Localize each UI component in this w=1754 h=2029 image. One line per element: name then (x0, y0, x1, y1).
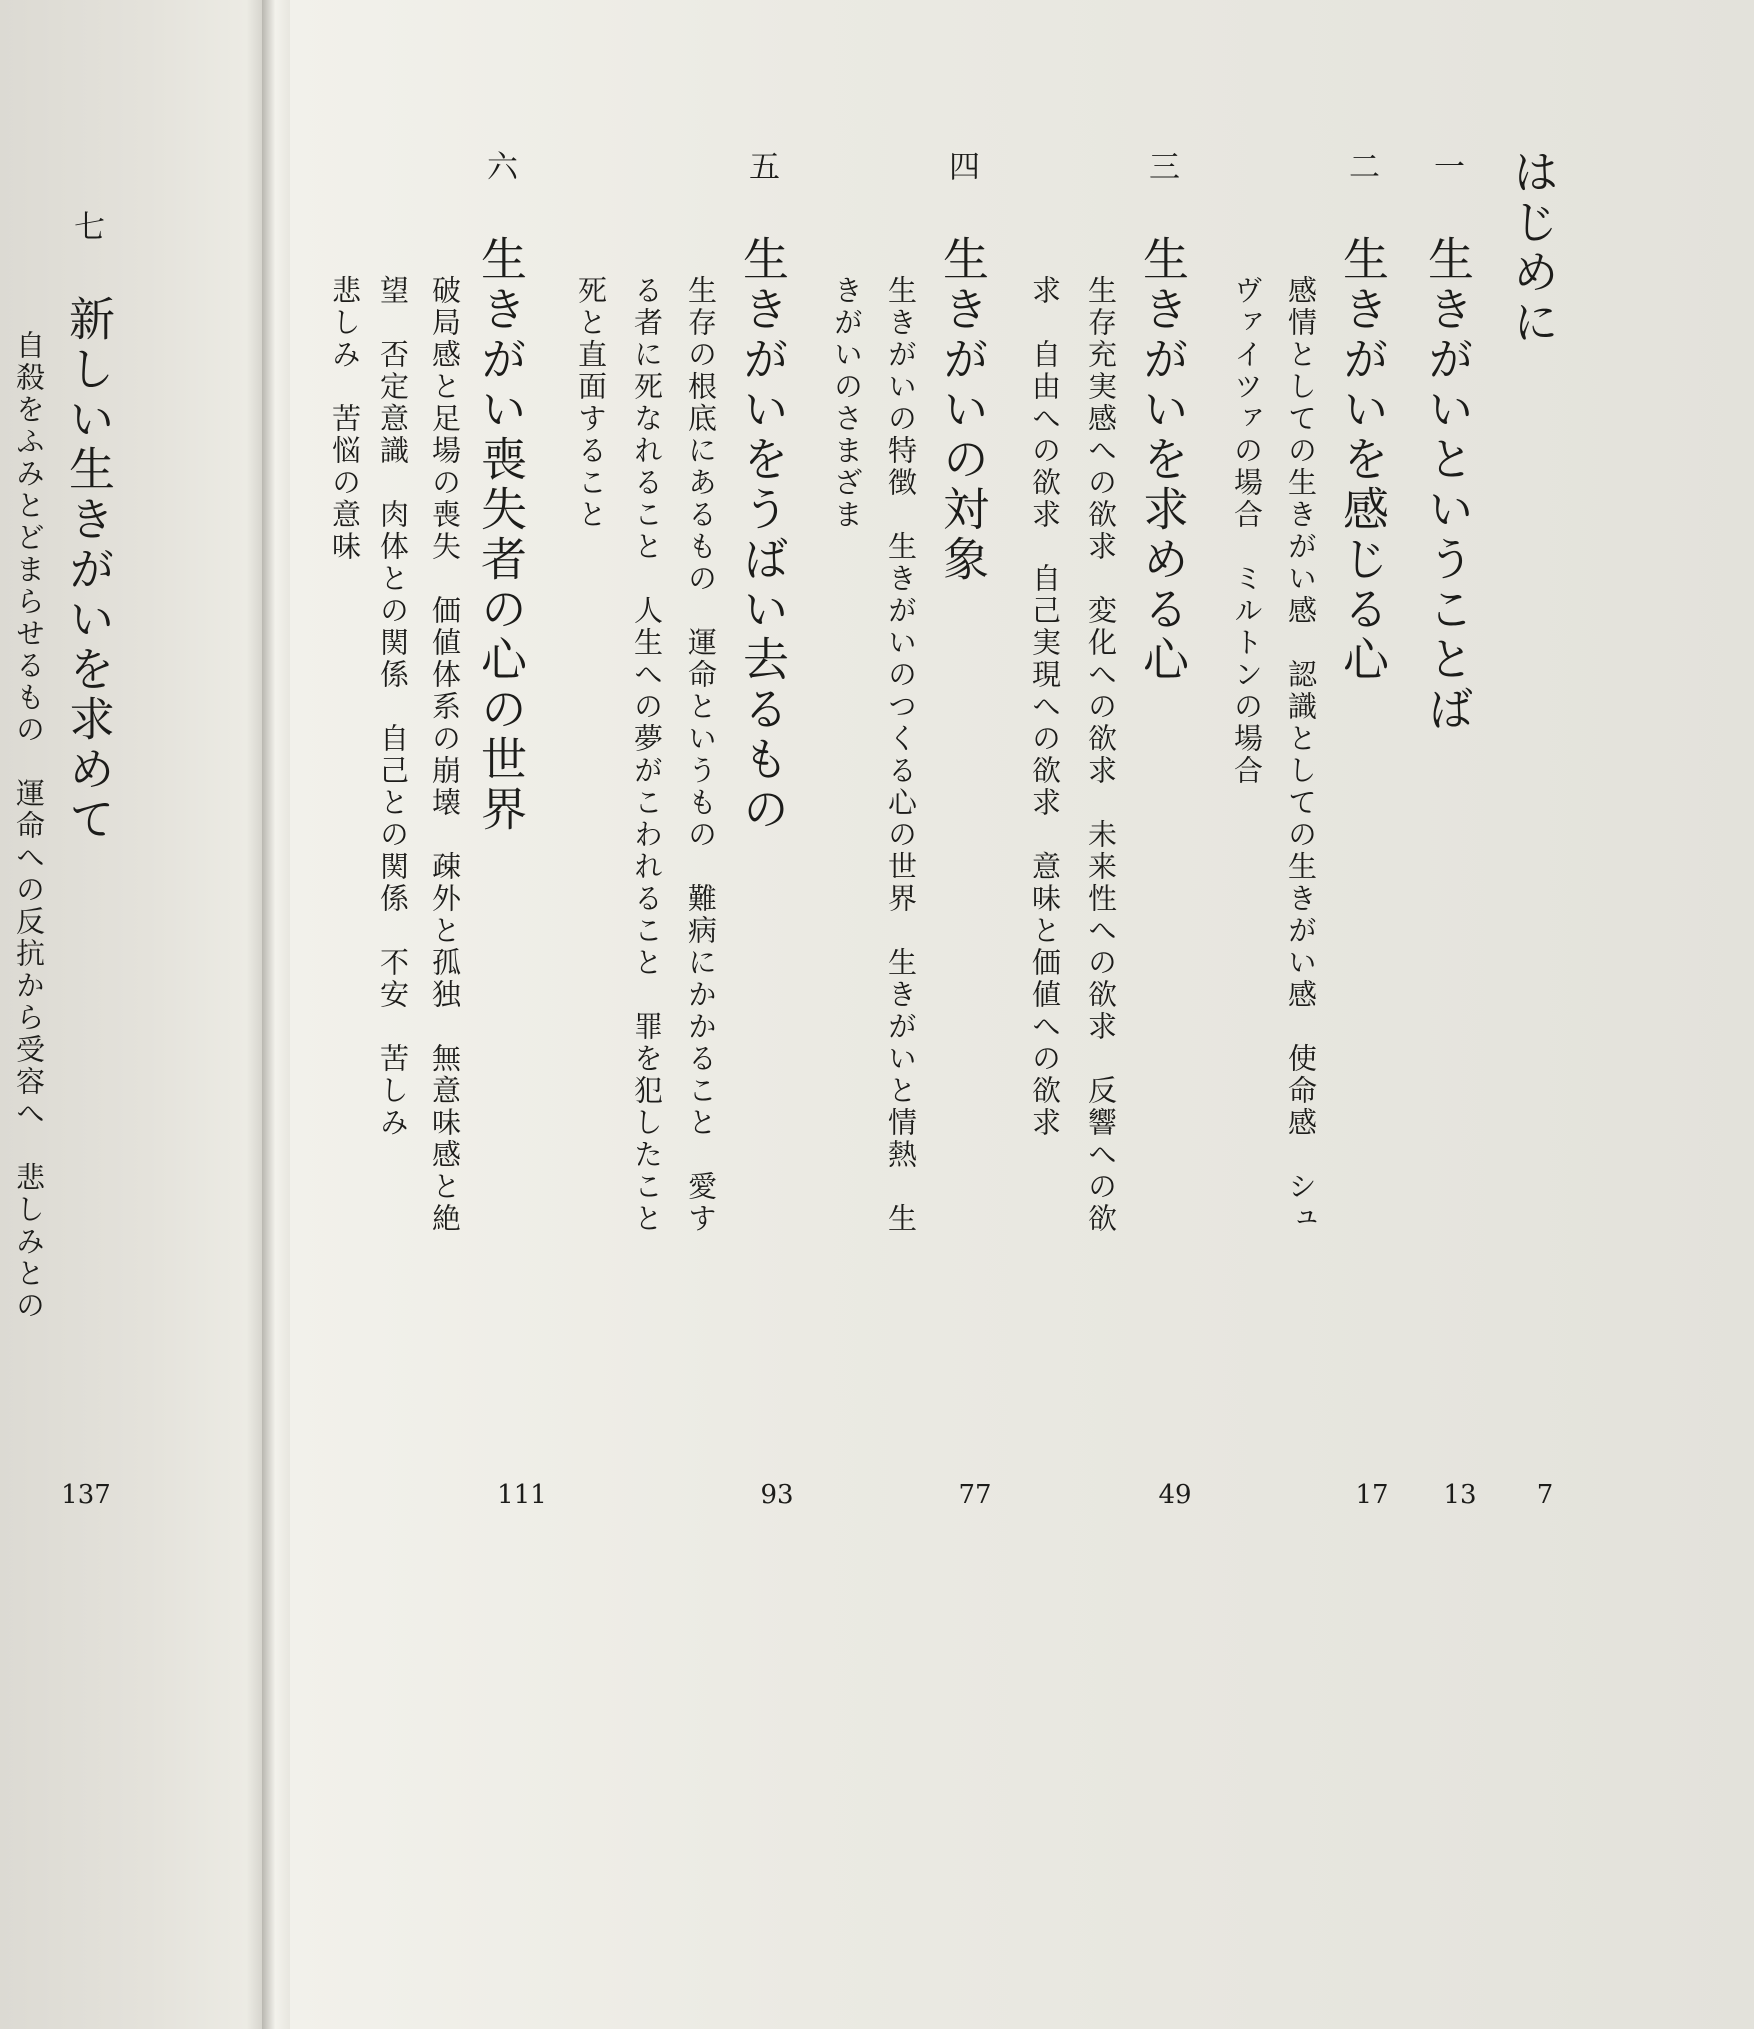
chapter-3-sub-1: 生存充実感への欲求 変化への欲求 未来性への欲求 反響への欲 (1084, 275, 1118, 1235)
chapter-1-page: 13 (1443, 1480, 1477, 1510)
chapter-6-page: 111 (497, 1480, 547, 1510)
chapter-5-number: 五 (743, 150, 779, 181)
chapter-6-title: 生きがい喪失者の心の世界 (474, 235, 528, 835)
chapter-6-sub-2: 望 否定意識 肉体との関係 自己との関係 不安 苦しみ (376, 275, 410, 1139)
chapter-3-number: 三 (1143, 150, 1179, 181)
chapter-2-page: 17 (1355, 1480, 1389, 1510)
chapter-6-number: 六 (481, 150, 517, 181)
chapter-1-title: 生きがいということば (1421, 235, 1475, 735)
chapter-4-number: 四 (943, 150, 979, 181)
chapter-7-page: 137 (61, 1480, 111, 1510)
chapter-1-number: 一 (1428, 150, 1464, 181)
chapter-3-page: 49 (1158, 1480, 1192, 1510)
chapter-3-title: 生きがいを求める心 (1136, 235, 1190, 685)
chapter-5-page: 93 (760, 1480, 794, 1510)
chapter-2-sub-2: ヴァイツァの場合 ミルトンの場合 (1230, 275, 1264, 787)
chapter-5-sub-1: 生存の根底にあるもの 運命というもの 難病にかかること 愛す (684, 275, 718, 1235)
hajimeni-title: はじめに (1506, 148, 1560, 348)
chapter-7-number: 七 (68, 210, 104, 241)
book-gutter (262, 0, 292, 2029)
chapter-7-title: 新しい生きがいを求めて (62, 295, 116, 845)
chapter-5-sub-2: る者に死なれること 人生への夢がこわれること 罪を犯したこと (630, 275, 664, 1235)
chapter-7-sub-1: 自殺をふみとどまらせるもの 運命への反抗から受容へ 悲しみとの (12, 330, 46, 1322)
chapter-6-sub-3: 悲しみ 苦悩の意味 (328, 275, 362, 563)
chapter-4-sub-1: 生きがいの特徴 生きがいのつくる心の世界 生きがいと情熱 生 (884, 275, 918, 1235)
chapter-2-title: 生きがいを感じる心 (1336, 235, 1390, 685)
chapter-3-sub-2: 求 自由への欲求 自己実現への欲求 意味と価値への欲求 (1028, 275, 1062, 1139)
hajimeni-page: 7 (1536, 1480, 1554, 1510)
chapter-4-sub-2: きがいのさまざま (830, 275, 864, 531)
chapter-4-page: 77 (958, 1480, 992, 1510)
chapter-6-sub-1: 破局感と足場の喪失 価値体系の崩壊 疎外と孤独 無意味感と絶 (428, 275, 462, 1235)
chapter-5-title: 生きがいをうばい去るもの (736, 235, 790, 835)
chapter-5-sub-3: 死と直面すること (574, 275, 608, 531)
chapter-2-number: 二 (1343, 150, 1379, 181)
chapter-4-title: 生きがいの対象 (936, 235, 990, 585)
chapter-2-sub-1: 感情としての生きがい感 認識としての生きがい感 使命感 シュ (1284, 275, 1318, 1235)
